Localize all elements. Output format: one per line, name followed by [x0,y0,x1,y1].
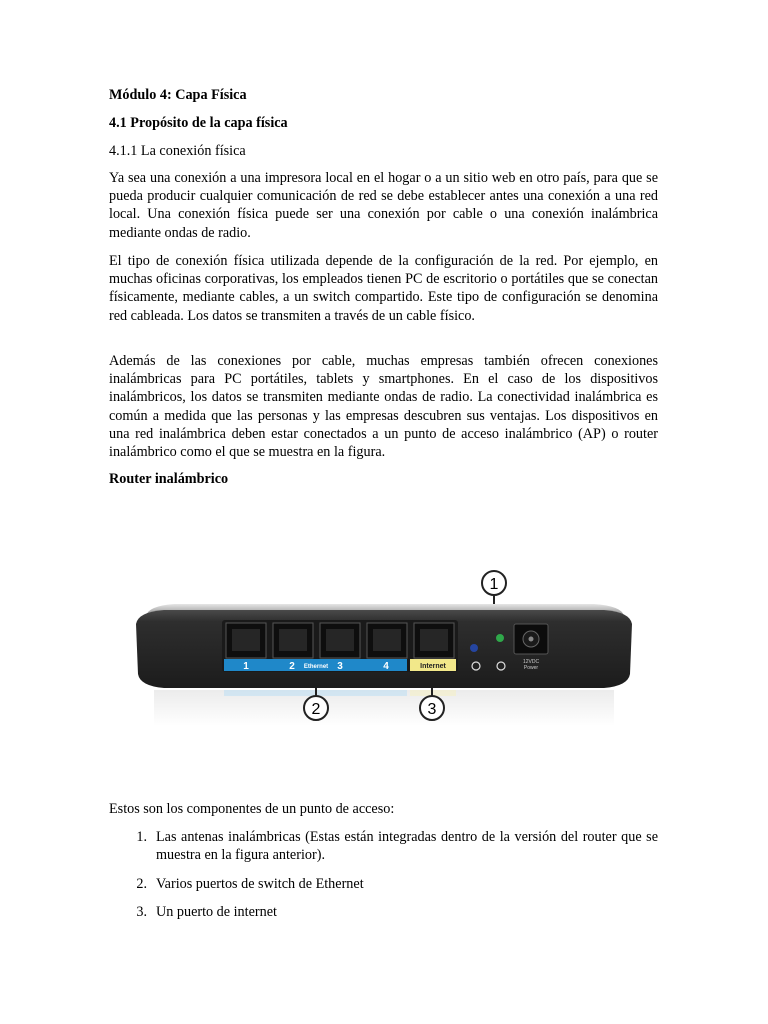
port-label-4: 4 [383,661,389,672]
callout-1-label: 1 [489,576,499,593]
power-label-voltage: 12VDC [522,659,540,665]
list-intro: Estos son los componentes de un punto de acceso: [109,801,395,817]
ethernet-label: Ethernet [303,664,329,670]
section-title: 4.1 Propósito de la capa física [109,115,288,131]
subsection-title: 4.1.1 La conexión física [109,143,246,159]
wps-led [470,644,478,652]
paragraph-3: Además de las conexiones por cable, muchas empresas también ofrecen conexiones inalámbricas para PC portátiles, tablets y smartphones. En el caso de los dispositivos inalámbricos, los datos se transmiten mediante ondas de radio. La conectividad inalámbrica es común a medida que las personas y las empresas descubren sus ventajas. Los dispositivos en una red inalámbrica deben estar conectados a un punto de acceso inalámbrico (AP) o router inalámbrico como el que se muestra en la figura. [109,353,658,461]
port-label-2: 2 [289,661,295,672]
list-item-text: Las antenas inalámbricas (Estas están integradas dentro de la versión del router que se muestra en la figura anterior). [156,829,658,864]
list-item-text: Un puerto de internet [156,904,277,920]
callout-1 [482,571,506,608]
internet-port [414,623,454,658]
list-item-number: 3. [136,904,147,920]
paragraph-2: El tipo de conexión física utilizada depende de la configuración de la red. Por ejemplo, en muchas oficinas corporativas, los empleados tienen PC de escritorio o portátiles que se conectan físicamente, mediante cables, a un switch compartido. Este tipo de configuración se denomina red cableada. Los datos se transmiten a través de un cable físico. [109,253,658,324]
list-item-number: 1. [136,829,147,845]
paragraph-1: Ya sea una conexión a una impresora local en el hogar o a un sitio web en otro país, para que se pueda producir cualquier comunicación de red se debe establecer antes una conexión a una red local. Una conexión física puede ser una conexión por cable o una conexión inalámbrica mediante ondas de radio. [109,170,658,241]
router-figure [134,562,634,732]
router-image [134,562,634,732]
callout-2-label: 2 [311,701,321,718]
port-label-3: 3 [337,661,343,672]
port-label-1: 1 [243,661,249,672]
figure-caption: Router inalámbrico [109,471,229,487]
list-item-text: Varios puertos de switch de Ethernet [156,876,364,892]
power-label-text: Power [523,665,539,671]
module-title: Módulo 4: Capa Física [109,87,247,103]
internet-label: Internet [420,663,446,670]
callout-3-label: 3 [427,701,437,718]
list-item-number: 2. [136,876,147,892]
power-led [496,634,504,642]
